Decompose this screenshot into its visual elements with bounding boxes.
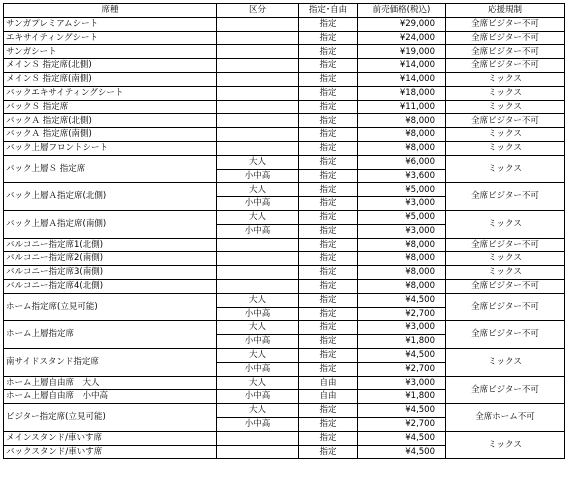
reserved-free-cell: 指定 xyxy=(299,17,358,31)
category-cell xyxy=(217,252,299,266)
table-body xyxy=(4,17,565,459)
price-cell: ¥8,000 xyxy=(358,114,446,128)
reserved-free-cell: 指定 xyxy=(299,31,358,45)
category-cell xyxy=(217,17,299,31)
table-row xyxy=(4,266,565,280)
category-cell: 大人 xyxy=(217,155,299,169)
seat-type-cell: バックエキサイティングシート xyxy=(4,86,217,100)
support-rule-cell: 全席ビジター不可 xyxy=(446,376,565,404)
price-cell: ¥4,500 xyxy=(358,404,446,418)
seat-type-cell: ホーム上層自由席 大人 xyxy=(4,376,217,390)
category-cell: 小中高 xyxy=(217,335,299,349)
category-cell xyxy=(217,45,299,59)
category-cell xyxy=(217,59,299,73)
price-cell: ¥19,000 xyxy=(358,45,446,59)
price-cell: ¥29,000 xyxy=(358,17,446,31)
reserved-free-cell: 指定 xyxy=(299,100,358,114)
header-seat-type: 席種 xyxy=(4,4,217,18)
reserved-free-cell: 指定 xyxy=(299,445,358,459)
support-rule-cell: 全席ビジター不可 xyxy=(446,183,565,211)
support-rule-cell: 全席ビジター不可 xyxy=(446,238,565,252)
table-row xyxy=(4,404,565,418)
table-row xyxy=(4,431,565,445)
reserved-free-cell: 指定 xyxy=(299,279,358,293)
category-cell: 大人 xyxy=(217,404,299,418)
price-cell: ¥1,800 xyxy=(358,335,446,349)
price-cell: ¥5,000 xyxy=(358,210,446,224)
support-rule-cell: ミックス xyxy=(446,348,565,376)
category-cell xyxy=(217,86,299,100)
support-rule-cell: 全席ビジター不可 xyxy=(446,45,565,59)
table-row xyxy=(4,141,565,155)
price-cell: ¥2,700 xyxy=(358,362,446,376)
support-rule-cell: 全席ホーム不可 xyxy=(446,404,565,432)
seat-type-cell: メインＳ 指定席(北側) xyxy=(4,59,217,73)
category-cell xyxy=(217,431,299,445)
reserved-free-cell: 指定 xyxy=(299,183,358,197)
category-cell xyxy=(217,114,299,128)
reserved-free-cell: 指定 xyxy=(299,321,358,335)
seat-type-cell: サンガプレミアムシート xyxy=(4,17,217,31)
table-row xyxy=(4,183,565,197)
reserved-free-cell: 自由 xyxy=(299,376,358,390)
price-cell: ¥3,000 xyxy=(358,197,446,211)
table-row xyxy=(4,279,565,293)
support-rule-cell: 全席ビジター不可 xyxy=(446,59,565,73)
table-row xyxy=(4,210,565,224)
table-row xyxy=(4,128,565,142)
category-cell xyxy=(217,445,299,459)
header-category: 区分 xyxy=(217,4,299,18)
reserved-free-cell: 自由 xyxy=(299,390,358,404)
price-cell: ¥4,500 xyxy=(358,431,446,445)
seat-type-cell: ホーム指定席(立見可能) xyxy=(4,293,217,321)
reserved-free-cell: 指定 xyxy=(299,307,358,321)
support-rule-cell: 全席ビジター不可 xyxy=(446,114,565,128)
price-cell: ¥6,000 xyxy=(358,155,446,169)
price-cell: ¥1,800 xyxy=(358,390,446,404)
support-rule-cell: ミックス xyxy=(446,128,565,142)
price-cell: ¥14,000 xyxy=(358,59,446,73)
support-rule-cell: ミックス xyxy=(446,72,565,86)
seat-type-cell: バルコニー指定席1(北側) xyxy=(4,238,217,252)
reserved-free-cell: 指定 xyxy=(299,404,358,418)
table-row xyxy=(4,293,565,307)
category-cell: 小中高 xyxy=(217,417,299,431)
price-cell: ¥24,000 xyxy=(358,31,446,45)
seat-type-cell: サンガシート xyxy=(4,45,217,59)
price-cell: ¥8,000 xyxy=(358,141,446,155)
table-row xyxy=(4,31,565,45)
price-cell: ¥5,000 xyxy=(358,183,446,197)
price-cell: ¥8,000 xyxy=(358,266,446,280)
reserved-free-cell: 指定 xyxy=(299,128,358,142)
category-cell: 小中高 xyxy=(217,390,299,404)
seat-type-cell: エキサイティングシート xyxy=(4,31,217,45)
category-cell: 小中高 xyxy=(217,197,299,211)
reserved-free-cell: 指定 xyxy=(299,155,358,169)
price-cell: ¥8,000 xyxy=(358,238,446,252)
price-cell: ¥3,000 xyxy=(358,321,446,335)
reserved-free-cell: 指定 xyxy=(299,169,358,183)
reserved-free-cell: 指定 xyxy=(299,266,358,280)
seat-type-cell: ホーム上層指定席 xyxy=(4,321,217,349)
seat-type-cell: バック上層Ａ指定席(南側) xyxy=(4,210,217,238)
category-cell xyxy=(217,238,299,252)
reserved-free-cell: 指定 xyxy=(299,141,358,155)
category-cell: 大人 xyxy=(217,183,299,197)
table-row xyxy=(4,114,565,128)
reserved-free-cell: 指定 xyxy=(299,210,358,224)
category-cell xyxy=(217,31,299,45)
seat-type-cell: ビジター指定席(立見可能) xyxy=(4,404,217,432)
category-cell: 大人 xyxy=(217,293,299,307)
category-cell xyxy=(217,266,299,280)
price-cell: ¥2,700 xyxy=(358,307,446,321)
price-cell: ¥3,000 xyxy=(358,376,446,390)
header-price: 前売価格(税込) xyxy=(358,4,446,18)
table-row xyxy=(4,348,565,362)
category-cell xyxy=(217,279,299,293)
reserved-free-cell: 指定 xyxy=(299,45,358,59)
support-rule-cell: ミックス xyxy=(446,100,565,114)
table-row xyxy=(4,59,565,73)
table-row xyxy=(4,252,565,266)
price-cell: ¥4,500 xyxy=(358,293,446,307)
category-cell: 小中高 xyxy=(217,169,299,183)
seat-type-cell: バルコニー指定席4(北側) xyxy=(4,279,217,293)
table-row xyxy=(4,155,565,169)
price-cell: ¥11,000 xyxy=(358,100,446,114)
support-rule-cell: ミックス xyxy=(446,141,565,155)
table-row xyxy=(4,86,565,100)
seat-type-cell: バックスタンド/車いす席 xyxy=(4,445,217,459)
price-cell: ¥8,000 xyxy=(358,128,446,142)
price-cell: ¥3,000 xyxy=(358,224,446,238)
seat-type-cell: バックＳ 指定席 xyxy=(4,100,217,114)
support-rule-cell: 全席ビジター不可 xyxy=(446,17,565,31)
price-cell: ¥8,000 xyxy=(358,252,446,266)
reserved-free-cell: 指定 xyxy=(299,293,358,307)
seat-type-cell: 南サイドスタンド指定席 xyxy=(4,348,217,376)
table-header-row xyxy=(4,4,565,18)
category-cell xyxy=(217,100,299,114)
reserved-free-cell: 指定 xyxy=(299,224,358,238)
support-rule-cell: 全席ビジター不可 xyxy=(446,293,565,321)
seat-type-cell: メインＳ 指定席(南側) xyxy=(4,72,217,86)
support-rule-cell: 全席ビジター不可 xyxy=(446,31,565,45)
table-row xyxy=(4,321,565,335)
reserved-free-cell: 指定 xyxy=(299,238,358,252)
support-rule-cell: ミックス xyxy=(446,210,565,238)
support-rule-cell: ミックス xyxy=(446,431,565,459)
reserved-free-cell: 指定 xyxy=(299,252,358,266)
reserved-free-cell: 指定 xyxy=(299,348,358,362)
support-rule-cell: ミックス xyxy=(446,266,565,280)
price-cell: ¥14,000 xyxy=(358,72,446,86)
header-reserved-free: 指定･自由 xyxy=(299,4,358,18)
price-cell: ¥3,600 xyxy=(358,169,446,183)
table-row xyxy=(4,72,565,86)
price-cell: ¥18,000 xyxy=(358,86,446,100)
category-cell: 小中高 xyxy=(217,224,299,238)
seat-type-cell: バックＡ 指定席(南側) xyxy=(4,128,217,142)
support-rule-cell: 全席ビジター不可 xyxy=(446,279,565,293)
category-cell xyxy=(217,72,299,86)
table-row xyxy=(4,45,565,59)
category-cell: 大人 xyxy=(217,210,299,224)
reserved-free-cell: 指定 xyxy=(299,86,358,100)
reserved-free-cell: 指定 xyxy=(299,431,358,445)
seat-type-cell: バルコニー指定席3(南側) xyxy=(4,266,217,280)
category-cell: 大人 xyxy=(217,376,299,390)
price-cell: ¥8,000 xyxy=(358,279,446,293)
support-rule-cell: ミックス xyxy=(446,252,565,266)
category-cell: 大人 xyxy=(217,348,299,362)
reserved-free-cell: 指定 xyxy=(299,59,358,73)
seat-type-cell: バックＡ 指定席(北側) xyxy=(4,114,217,128)
category-cell: 小中高 xyxy=(217,307,299,321)
seat-type-cell: バック上層Ａ指定席(北側) xyxy=(4,183,217,211)
reserved-free-cell: 指定 xyxy=(299,335,358,349)
seat-type-cell: メインスタンド/車いす席 xyxy=(4,431,217,445)
table-row xyxy=(4,238,565,252)
reserved-free-cell: 指定 xyxy=(299,362,358,376)
reserved-free-cell: 指定 xyxy=(299,417,358,431)
ticket-price-table xyxy=(3,3,565,459)
price-cell: ¥4,500 xyxy=(358,445,446,459)
seat-type-cell: バック上層Ｓ 指定席 xyxy=(4,155,217,183)
reserved-free-cell: 指定 xyxy=(299,114,358,128)
table-row xyxy=(4,376,565,390)
reserved-free-cell: 指定 xyxy=(299,197,358,211)
table-row xyxy=(4,17,565,31)
table-row xyxy=(4,100,565,114)
category-cell: 大人 xyxy=(217,321,299,335)
support-rule-cell: ミックス xyxy=(446,86,565,100)
seat-type-cell: バルコニー指定席2(南側) xyxy=(4,252,217,266)
price-cell: ¥4,500 xyxy=(358,348,446,362)
header-support-rule: 応援規制 xyxy=(446,4,565,18)
category-cell xyxy=(217,128,299,142)
seat-type-cell: ホーム上層自由席 小中高 xyxy=(4,390,217,404)
support-rule-cell: ミックス xyxy=(446,155,565,183)
seat-type-cell: バック上層フロントシート xyxy=(4,141,217,155)
category-cell: 小中高 xyxy=(217,362,299,376)
support-rule-cell: 全席ビジター不可 xyxy=(446,321,565,349)
price-cell: ¥2,700 xyxy=(358,417,446,431)
reserved-free-cell: 指定 xyxy=(299,72,358,86)
category-cell xyxy=(217,141,299,155)
